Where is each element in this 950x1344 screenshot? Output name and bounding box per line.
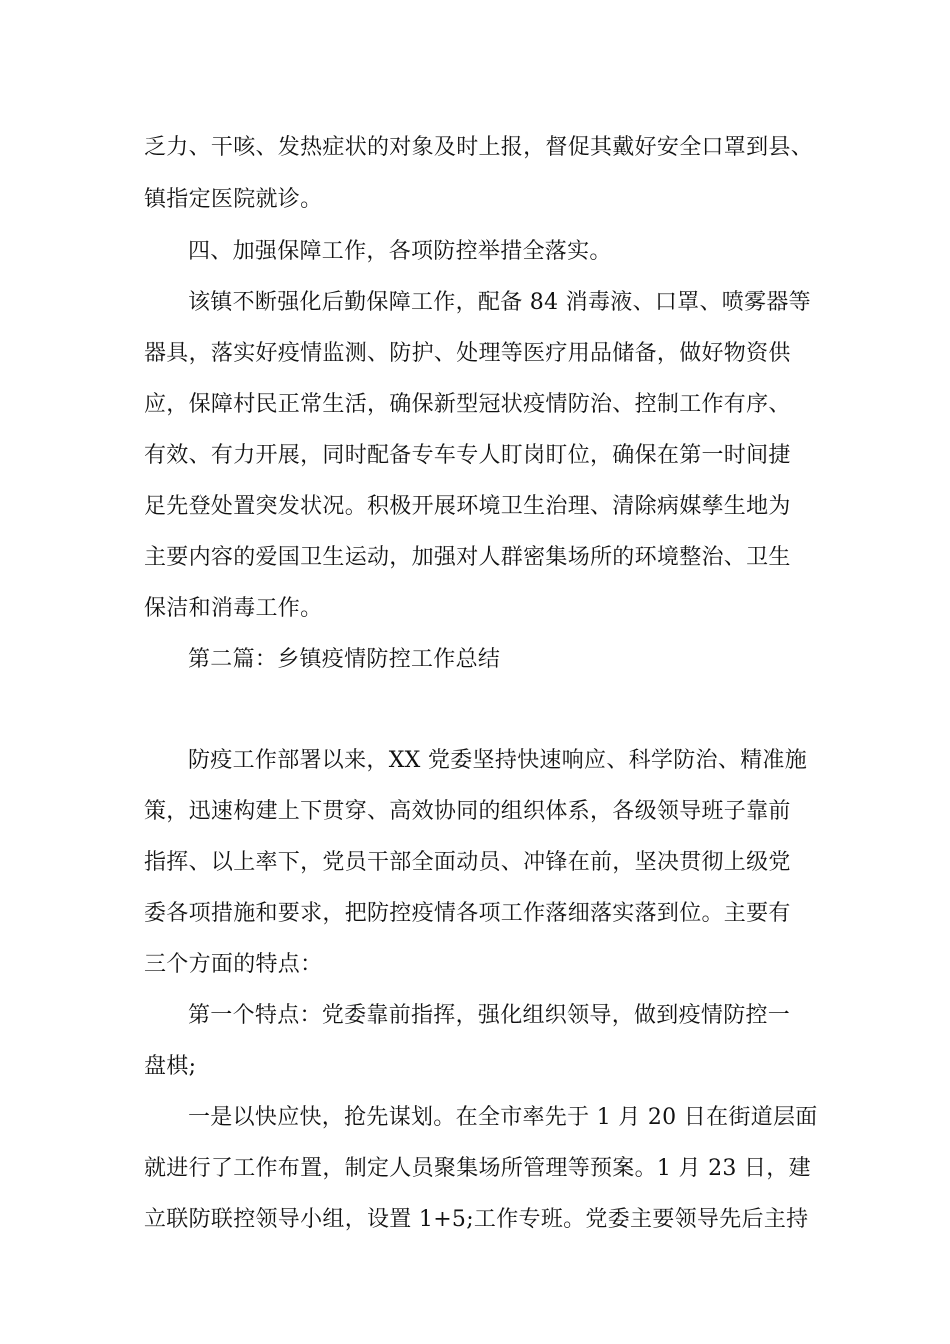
text-line: 就进行了工作布置，制定人员聚集场所管理等预案。1 月 23 日，建	[144, 1156, 811, 1181]
text-line: 保洁和消毒工作。	[144, 596, 323, 621]
text-line: 第一个特点：党委靠前指挥，强化组织领导，做到疫情防控一	[188, 1003, 791, 1028]
text-line: 立联防联控领导小组，设置 1+5;工作专班。党委主要领导先后主持	[144, 1207, 809, 1232]
text-line: 应，保障村民正常生活，确保新型冠状疫情防治、控制工作有序、	[144, 392, 791, 417]
text-line: 委各项措施和要求，把防控疫情各项工作落细落实落到位。主要有	[144, 901, 791, 926]
text-line: 足先登处置突发状况。积极开展环境卫生治理、清除病媒孳生地为	[144, 494, 791, 519]
text-line: 主要内容的爱国卫生运动，加强对人群密集场所的环境整治、卫生	[144, 545, 791, 570]
text-line: 乏力、干咳、发热症状的对象及时上报，督促其戴好安全口罩到县、	[144, 135, 814, 160]
text-line: 镇指定医院就诊。	[144, 187, 323, 212]
text-line: 有效、有力开展，同时配备专车专人盯岗盯位，确保在第一时间捷	[144, 443, 791, 468]
text-line: 策，迅速构建上下贯穿、高效协同的组织体系，各级领导班子靠前	[144, 799, 791, 824]
text-line: 盘棋;	[144, 1054, 197, 1079]
section-heading: 四、加强保障工作，各项防控举措全落实。	[188, 239, 612, 264]
text-line: 一是以快应快，抢先谋划。在全市率先于 1 月 20 日在街道层面	[188, 1105, 818, 1130]
text-line: 器具，落实好疫情监测、防护、处理等医疗用品储备，做好物资供	[144, 341, 791, 366]
text-line: 指挥、以上率下，党员干部全面动员、冲锋在前，坚决贯彻上级党	[144, 850, 791, 875]
text-line: 三个方面的特点：	[144, 952, 323, 977]
text-line: 防疫工作部署以来，XX 党委坚持快速响应、科学防治、精准施	[188, 748, 808, 773]
text-line: 该镇不断强化后勤保障工作，配备 84 消毒液、口罩、喷雾器等	[188, 290, 811, 315]
chapter-title: 第二篇：乡镇疫情防控工作总结	[188, 647, 501, 672]
